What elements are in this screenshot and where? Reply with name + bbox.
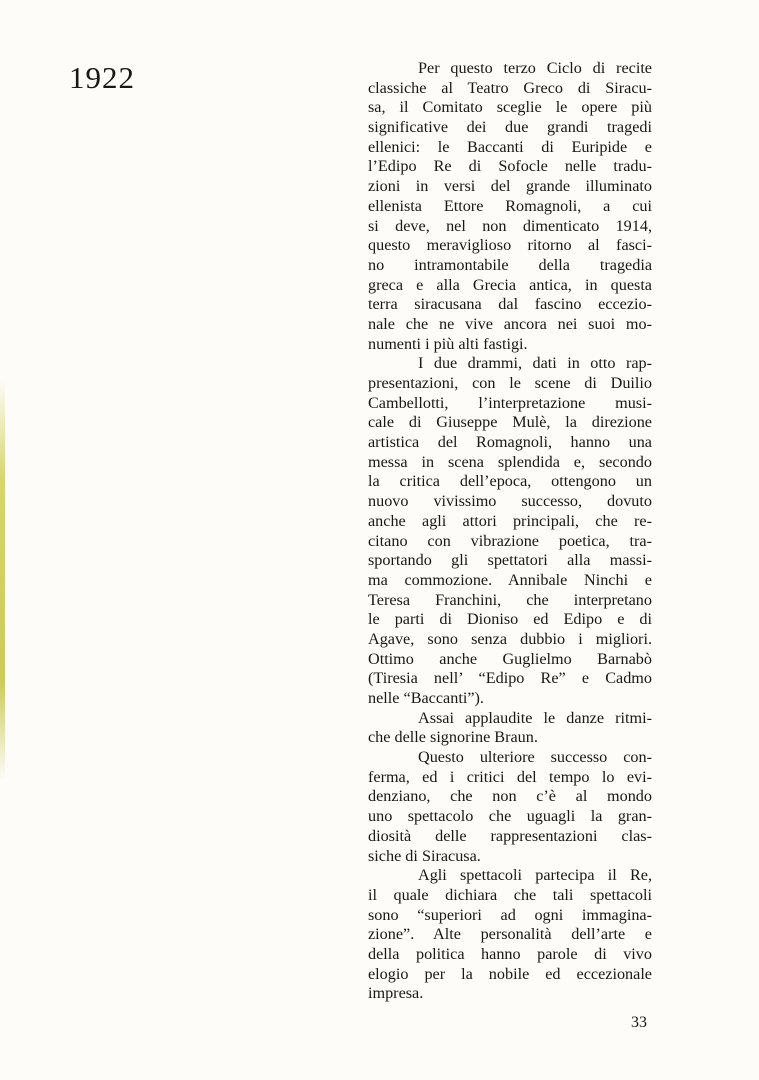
text-line: Agli spettacoli partecipa il Re,: [418, 866, 652, 885]
body-text-column: [368, 59, 652, 1004]
text-line: che delle signorine Braun.: [368, 728, 538, 747]
text-line: sportando gli spettatori alla massi-: [368, 551, 652, 570]
text-line: diosità delle rappresentazioni clas-: [368, 826, 652, 845]
text-line: questo meraviglioso ritorno al fasci-: [368, 236, 652, 255]
text-line: Teresa Franchini, che interpretano: [368, 590, 652, 609]
text-line: si deve, nel non dimenticato 1914,: [368, 216, 652, 235]
text-line: della politica hanno parole di vivo: [368, 944, 652, 963]
text-line: messa in scena splendida e, secondo: [368, 452, 652, 471]
paragraph: [368, 59, 652, 354]
text-line: impresa.: [368, 984, 424, 1003]
text-line: Cambellotti, l’interpretazione musi-: [368, 393, 652, 412]
text-line: citano con vibrazione poetica, tra-: [368, 531, 652, 550]
text-line: zioni in versi del grande illuminato: [368, 177, 652, 196]
text-line: ma commozione. Annibale Ninchi e: [368, 570, 652, 589]
paragraph: [368, 866, 652, 1004]
text-line: zione”. Alte personalità dell’arte e: [368, 925, 652, 944]
text-line: ellenista Ettore Romagnoli, a cui: [368, 196, 652, 215]
text-line: Assai applaudite le danze ritmi-: [418, 708, 652, 727]
text-line: siche di Siracusa.: [368, 846, 481, 865]
text-line: artistica del Romagnoli, hanno una: [368, 433, 652, 452]
text-line: il quale dichiara che tali spettacoli: [368, 885, 652, 904]
text-line: sa, il Comitato sceglie le opere più: [368, 98, 652, 117]
paragraph: [368, 709, 652, 748]
text-line: elogio per la nobile ed eccezionale: [368, 964, 652, 983]
year-heading: 1922: [69, 60, 135, 95]
text-line: Agave, sono senza dubbio i migliori.: [368, 629, 652, 648]
paragraph: [368, 354, 652, 708]
text-line: no intramontabile della tragedia: [368, 255, 652, 274]
text-line: nale che ne vive ancora nei suoi mo-: [368, 314, 652, 333]
text-line: Questo ulteriore successo con-: [418, 748, 652, 767]
text-line: (Tiresia nell’ “Edipo Re” e Cadmo: [368, 669, 652, 688]
text-line: numenti i più alti fastigi.: [368, 334, 528, 353]
text-line: denziano, che non c’è al mondo: [368, 787, 652, 806]
text-line: nelle “Baccanti”).: [368, 689, 484, 707]
text-line: classiche al Teatro Greco di Siracu-: [368, 78, 652, 97]
text-line: anche agli attori principali, che re-: [368, 511, 652, 530]
text-line: presentazioni, con le scene di Duilio: [368, 374, 652, 392]
text-line: le parti di Dioniso ed Edipo e di: [368, 610, 652, 629]
text-line: la critica dell’epoca, ottengono un: [368, 472, 652, 491]
text-line: Ottimo anche Guglielmo Barnabò: [368, 649, 652, 668]
text-line: ferma, ed i critici del tempo lo evi-: [368, 767, 652, 786]
text-line: nuovo vivissimo successo, dovuto: [368, 492, 652, 511]
text-line: sono “superiori ad ogni immagina-: [368, 905, 652, 924]
page-edge-strip: [0, 380, 5, 780]
text-line: l’Edipo Re di Sofocle nelle tradu-: [368, 157, 652, 176]
text-line: Per questo terzo Ciclo di recite: [418, 59, 652, 77]
text-line: ellenici: le Baccanti di Euripide e: [368, 137, 652, 156]
text-line: cale di Giuseppe Mulè, la direzione: [368, 413, 652, 432]
text-line: uno spettacolo che uguagli la gran-: [368, 807, 652, 826]
text-line: greca e alla Grecia antica, in questa: [368, 275, 652, 294]
paragraph: [368, 748, 652, 866]
text-line: significative dei due grandi tragedi: [368, 118, 652, 137]
text-line: terra siracusana dal fascino eccezio-: [368, 295, 652, 314]
text-line: I due drammi, dati in otto rap-: [418, 354, 652, 373]
page-number: 33: [631, 1014, 647, 1031]
